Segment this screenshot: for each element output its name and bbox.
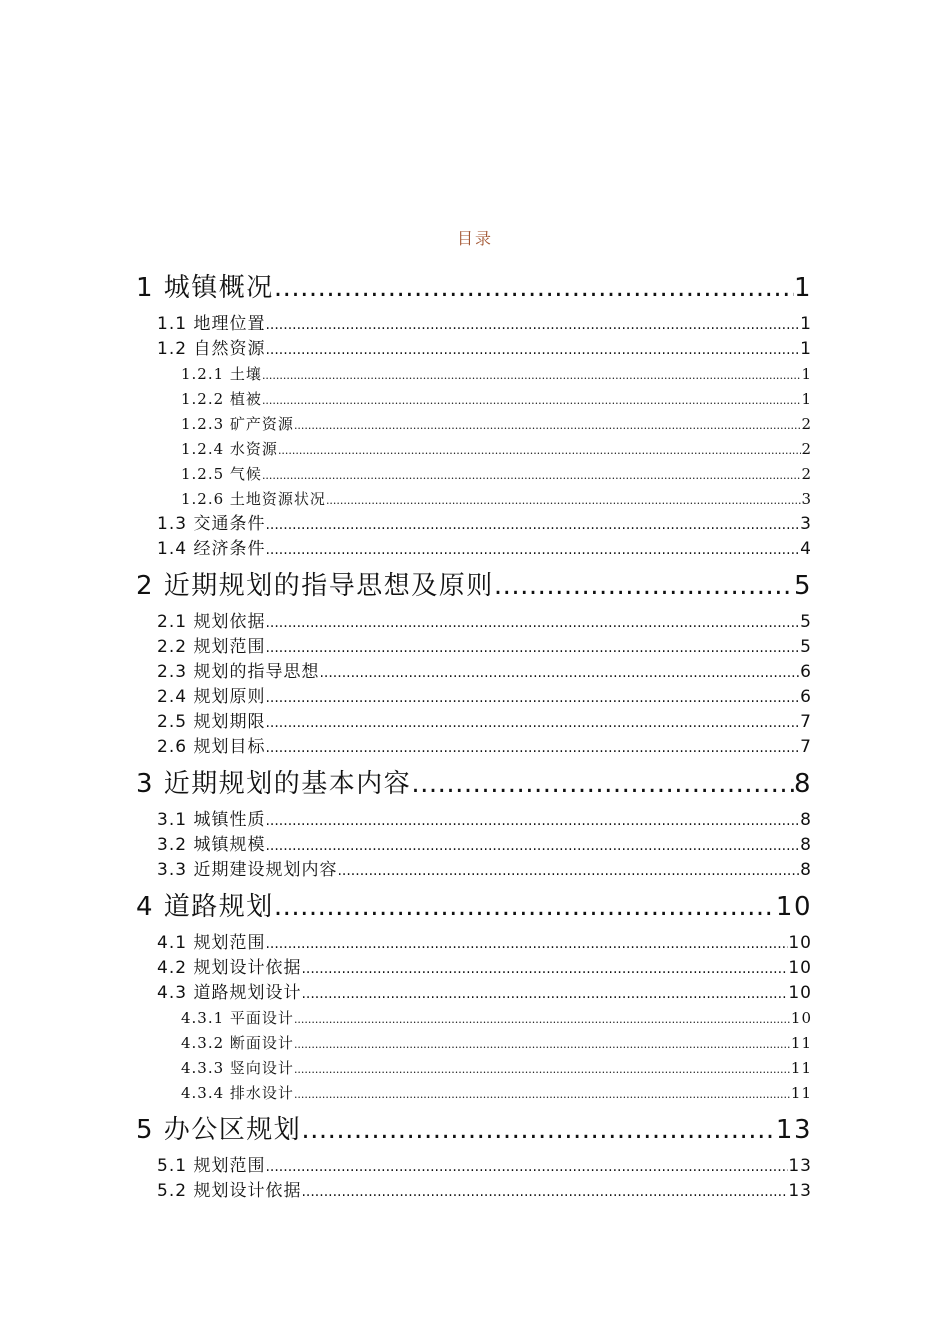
toc-entry-text: 1.1 地理位置 (157, 314, 266, 334)
toc-dot-leader (265, 686, 800, 710)
toc-entry-level-3[interactable] (136, 462, 812, 487)
toc-entry-level-1[interactable] (136, 264, 812, 312)
toc-entry-text: 1.2 自然资源 (157, 339, 266, 359)
toc-entry-page-number: 6 (800, 687, 812, 707)
toc-entry-page-number: 1 (800, 339, 812, 359)
toc-entry-text: 1.2.2 植被 (181, 390, 262, 408)
toc-entry-page-number: 1 (801, 365, 812, 383)
toc-entry-level-3[interactable] (136, 387, 812, 412)
toc-entry-text: 1.2.5 气候 (181, 465, 262, 483)
toc-entry-text: 3.2 城镇规模 (157, 835, 266, 855)
toc-entry-page-number: 2 (801, 415, 812, 433)
toc-dot-leader (301, 1180, 788, 1204)
toc-entry-level-1[interactable] (136, 883, 812, 931)
toc-entry-text: 3.3 近期建设规划内容 (157, 860, 338, 880)
toc-entry-page-number: 10 (788, 983, 812, 1003)
toc-dot-leader (294, 1082, 791, 1106)
toc-entry-text: 2.6 规划目标 (157, 737, 266, 757)
toc-entry-text: 1 城镇概况 (136, 273, 274, 303)
toc-entry-text: 4.3.2 断面设计 (181, 1034, 294, 1052)
toc-entry-level-2[interactable] (136, 981, 812, 1006)
toc-dot-leader (326, 488, 802, 512)
toc-entry-text: 1.4 经济条件 (157, 539, 266, 559)
toc-entry-page-number: 2 (801, 465, 812, 483)
toc-entry-page-number: 8 (800, 835, 812, 855)
toc-dot-leader (265, 736, 800, 760)
toc-entry-page-number: 6 (800, 662, 812, 682)
toc-dot-leader (265, 313, 800, 337)
toc-entry-text: 5.1 规划范围 (157, 1156, 266, 1176)
toc-dot-leader (337, 859, 800, 883)
toc-entry-level-3[interactable] (136, 362, 812, 387)
toc-entry-level-2[interactable] (136, 312, 812, 337)
toc-entry-page-number: 4 (800, 539, 812, 559)
toc-entry-level-1[interactable] (136, 760, 812, 808)
toc-dot-leader (494, 562, 794, 610)
toc-entry-page-number: 5 (800, 637, 812, 657)
toc-dot-leader (274, 883, 776, 931)
toc-entry-text: 2.2 规划范围 (157, 637, 266, 657)
toc-entry-text: 1.2.1 土壤 (181, 365, 262, 383)
toc-entry-text: 1.2.6 土地资源状况 (181, 490, 326, 508)
toc-entry-text: 2.3 规划的指导思想 (157, 662, 320, 682)
toc-entry-text: 1.3 交通条件 (157, 514, 266, 534)
toc-dot-leader (294, 1057, 791, 1081)
toc-entry-text: 4.3.3 竖向设计 (181, 1059, 294, 1077)
toc-entry-page-number: 5 (800, 612, 812, 632)
toc-entry-text: 4.3 道路规划设计 (157, 983, 302, 1003)
toc-entry-level-3[interactable] (136, 1006, 812, 1031)
toc-dot-leader (262, 463, 802, 487)
toc-entry-text: 2.4 规划原则 (157, 687, 266, 707)
toc-entry-page-number: 7 (800, 737, 812, 757)
toc-entry-page-number: 8 (800, 810, 812, 830)
toc-entry-level-2[interactable] (136, 931, 812, 956)
toc-entry-page-number: 13 (788, 1156, 812, 1176)
toc-dot-leader (265, 611, 800, 635)
toc-dot-leader (274, 264, 794, 312)
toc-entry-level-2[interactable] (136, 660, 812, 685)
toc-dot-leader (265, 809, 800, 833)
toc-entry-level-2[interactable] (136, 635, 812, 660)
toc-entry-page-number: 1 (801, 390, 812, 408)
toc-entry-page-number: 7 (800, 712, 812, 732)
toc-entry-level-1[interactable] (136, 562, 812, 610)
toc-dot-leader (301, 1106, 776, 1154)
toc-entry-level-3[interactable] (136, 1056, 812, 1081)
toc-title: 目录 (456, 229, 493, 248)
toc-entry-text: 5.2 规划设计依据 (157, 1181, 302, 1201)
toc-entry-text: 1.2.4 水资源 (181, 440, 278, 458)
toc-entry-text: 4 道路规划 (136, 892, 274, 922)
toc-entry-level-2[interactable] (136, 610, 812, 635)
toc-entry-level-2[interactable] (136, 685, 812, 710)
toc-dot-leader (294, 1032, 791, 1056)
toc-entry-level-2[interactable] (136, 337, 812, 362)
toc-dot-leader (265, 513, 800, 537)
toc-dot-leader (262, 363, 802, 387)
toc-entry-level-2[interactable] (136, 1154, 812, 1179)
toc-dot-leader (301, 982, 788, 1006)
toc-entry-page-number: 2 (801, 440, 812, 458)
toc-dot-leader (319, 661, 800, 685)
toc-entry-page-number: 3 (800, 514, 812, 534)
toc-entry-level-3[interactable] (136, 1081, 812, 1106)
toc-dot-leader (265, 932, 788, 956)
toc-entry-level-3[interactable] (136, 487, 812, 512)
toc-entry-page-number: 1 (800, 314, 812, 334)
toc-entry-text: 4.2 规划设计依据 (157, 958, 302, 978)
toc-dot-leader (294, 413, 802, 437)
toc-entry-text: 5 办公区规划 (136, 1115, 302, 1145)
toc-dot-leader (262, 388, 802, 412)
toc-entry-text: 1.2.3 矿产资源 (181, 415, 294, 433)
table-of-contents (136, 264, 812, 1204)
toc-entry-page-number: 11 (790, 1059, 812, 1077)
toc-dot-leader (278, 438, 802, 462)
toc-entry-text: 4.1 规划范围 (157, 933, 266, 953)
toc-dot-leader (265, 834, 800, 858)
toc-entry-level-3[interactable] (136, 412, 812, 437)
toc-entry-page-number: 8 (800, 860, 812, 880)
toc-entry-text: 2 近期规划的指导思想及原则 (136, 571, 494, 601)
toc-entry-level-1[interactable] (136, 1106, 812, 1154)
toc-entry-page-number: 3 (801, 490, 812, 508)
toc-entry-level-2[interactable] (136, 710, 812, 735)
toc-entry-level-2[interactable] (136, 956, 812, 981)
toc-entry-level-2[interactable] (136, 833, 812, 858)
toc-entry-level-3[interactable] (136, 1031, 812, 1056)
toc-entry-page-number: 11 (790, 1034, 812, 1052)
toc-dot-leader (294, 1007, 791, 1031)
toc-entry-page-number: 11 (790, 1084, 812, 1102)
toc-entry-page-number: 1 (793, 273, 812, 303)
toc-entry-text: 4.3.4 排水设计 (181, 1084, 294, 1102)
toc-entry-text: 3.1 城镇性质 (157, 810, 266, 830)
toc-entry-level-2[interactable] (136, 735, 812, 760)
toc-entry-level-2[interactable] (136, 537, 812, 562)
toc-entry-level-2[interactable] (136, 808, 812, 833)
toc-entry-text: 4.3.1 平面设计 (181, 1009, 294, 1027)
toc-entry-text: 2.1 规划依据 (157, 612, 266, 632)
toc-entry-text: 2.5 规划期限 (157, 712, 266, 732)
toc-entry-page-number: 10 (788, 933, 812, 953)
toc-dot-leader (265, 636, 800, 660)
toc-dot-leader (265, 711, 800, 735)
toc-entry-level-2[interactable] (136, 1179, 812, 1204)
toc-dot-leader (265, 1155, 788, 1179)
toc-entry-page-number: 10 (788, 958, 812, 978)
toc-entry-page-number: 13 (788, 1181, 812, 1201)
toc-entry-page-number: 8 (793, 769, 812, 799)
toc-entry-page-number: 10 (790, 1009, 812, 1027)
toc-entry-level-2[interactable] (136, 858, 812, 883)
toc-entry-level-2[interactable] (136, 512, 812, 537)
toc-entry-page-number: 10 (775, 892, 812, 922)
toc-dot-leader (411, 760, 794, 808)
toc-entry-text: 3 近期规划的基本内容 (136, 769, 412, 799)
toc-entry-page-number: 13 (775, 1115, 812, 1145)
toc-dot-leader (265, 538, 800, 562)
toc-dot-leader (265, 338, 800, 362)
toc-entry-level-3[interactable] (136, 437, 812, 462)
toc-entry-page-number: 5 (793, 571, 812, 601)
toc-dot-leader (301, 957, 788, 981)
